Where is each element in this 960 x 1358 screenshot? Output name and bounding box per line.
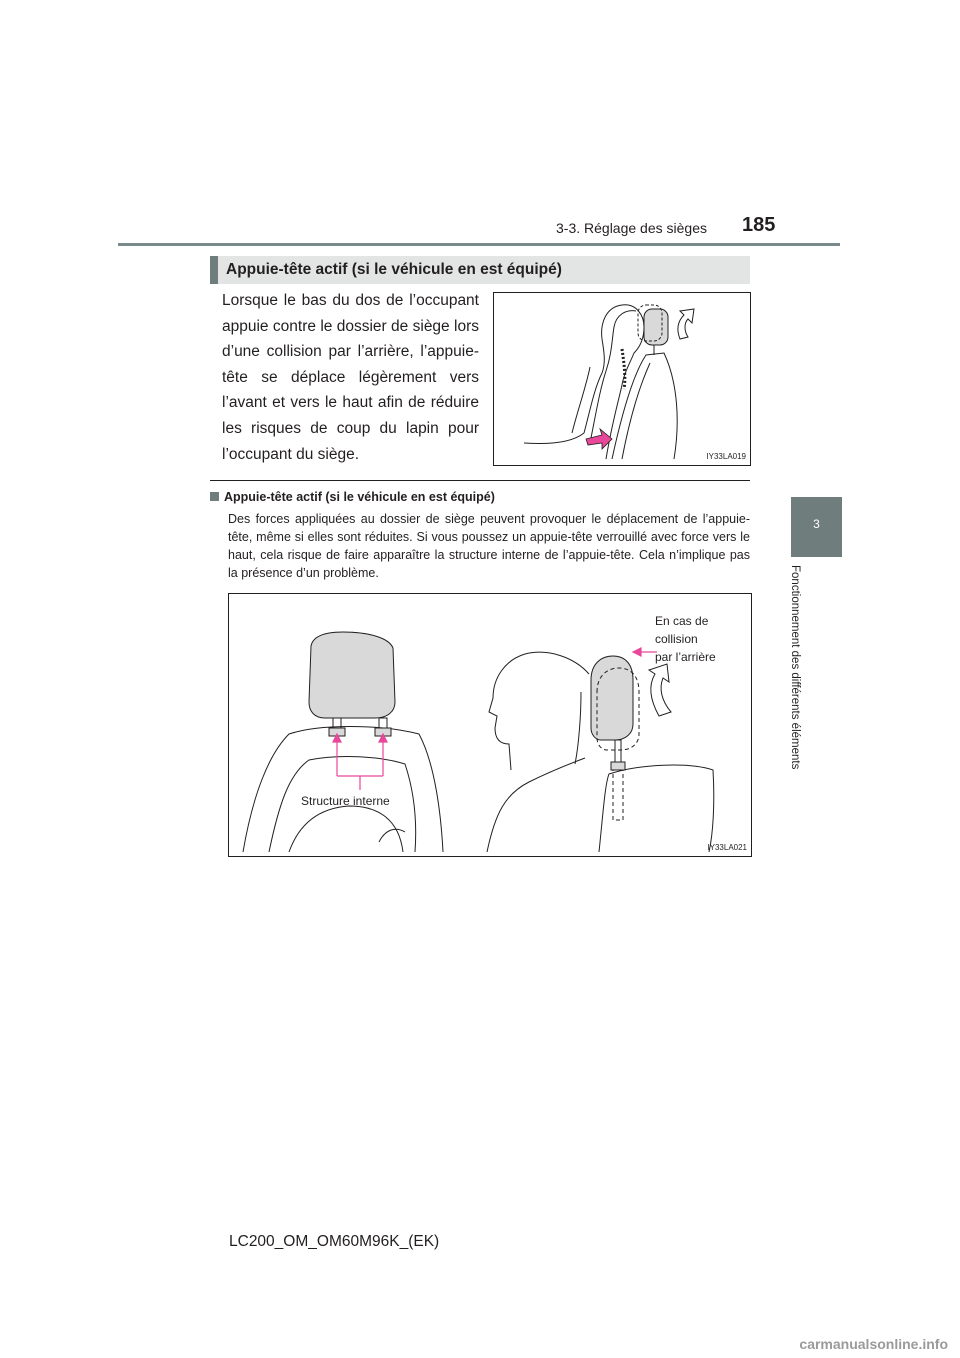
note-heading — [210, 490, 495, 504]
figure-active-headrest-side — [493, 292, 751, 466]
note-body: Des forces appliquées au dossier de siège peuvent provoquer le déplacement de l’appuie-tête, même si elles sont réduites. Si vous poussez un appuie-tête verrouillé avec force vers le haut, cela risque de faire apparaître la structure interne de l’appuie-tête. Cela n’implique pas la présence d’un problème. — [228, 512, 750, 580]
label-structure-interne: Structure interne — [301, 794, 390, 808]
section-title: Appuie-tête actif (si le véhicule en est équipé) — [226, 261, 562, 278]
label-collision-line1: En cas de — [655, 614, 709, 628]
label-collision-line2: collision — [655, 632, 698, 646]
section-marker — [210, 256, 218, 284]
note-heading-text: Appuie-tête actif (si le véhicule en est équipé) — [224, 490, 495, 504]
section-header: 3-3. Réglage des sièges — [556, 220, 707, 236]
watermark: carmanualsonline.info — [799, 1336, 948, 1352]
label-collision-line3: par l’arrière — [655, 650, 716, 664]
chapter-title-vertical — [787, 565, 807, 805]
figure1-id: IY33LA019 — [706, 452, 746, 461]
square-bullet-icon — [210, 492, 219, 501]
intro-paragraph: Lorsque le bas du dos de l’occupant appuie contre le dossier de siège lors d’une collision par l’arrière, l’appuie-tête se déplace légèrement vers l’avant et vers le haut afin de réduire les risques de coup du lapin pour l’occupant du siège. — [222, 292, 479, 463]
chapter-title: Fonctionnement des différents éléments — [789, 565, 801, 770]
figure2-id: IY33LA021 — [707, 843, 747, 852]
label-collision — [655, 612, 716, 666]
section-title-bar — [210, 256, 750, 284]
header-rule — [118, 243, 840, 246]
seat-occupant-illustration — [494, 293, 750, 465]
page-number: 185 — [742, 214, 776, 236]
chapter-number: 3 — [813, 517, 820, 531]
document-code: LC200_OM_OM60M96K_(EK) — [229, 1233, 440, 1250]
figure-headrest-structure — [228, 593, 752, 857]
divider-rule — [210, 480, 750, 481]
